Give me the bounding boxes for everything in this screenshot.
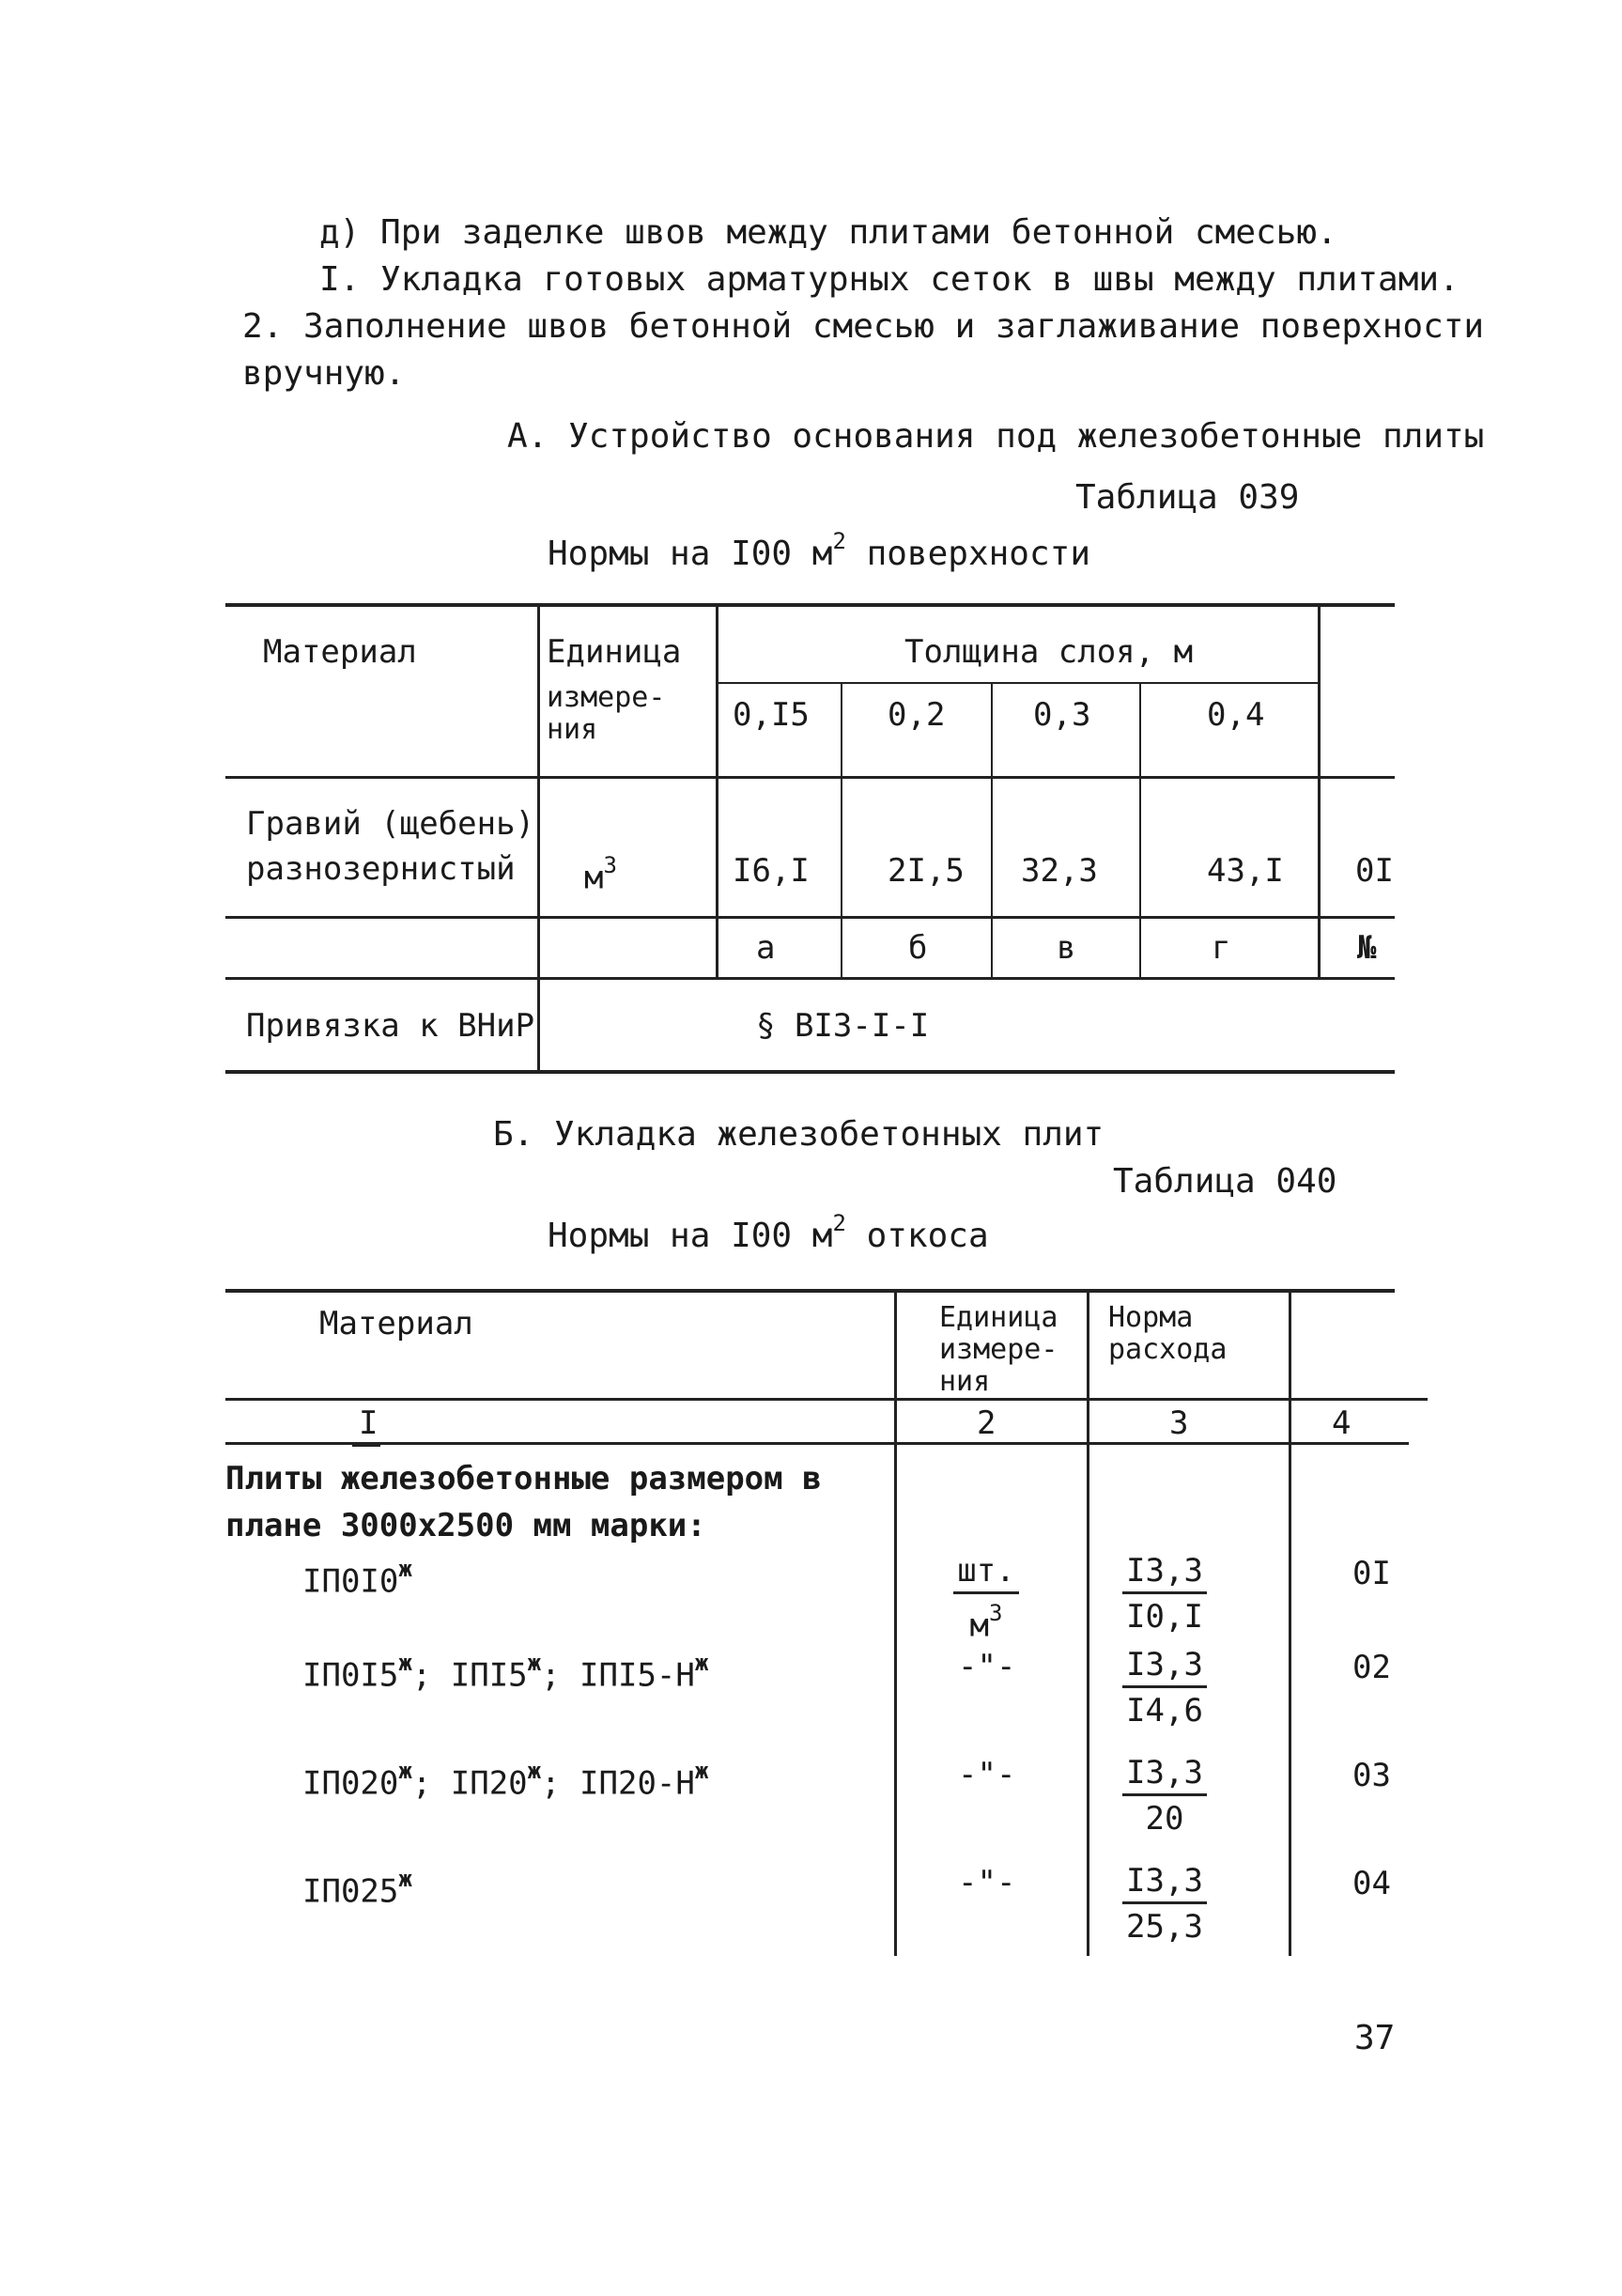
t040-row2-mark-c-sup: ж: [694, 1650, 709, 1676]
t040-row3-mark: [302, 1757, 708, 1801]
t039-value-4: 43,I: [1207, 852, 1284, 890]
t040-col-unit-line1: Единица: [939, 1301, 1058, 1334]
t040-row3-mark-c: ; IП20-Н: [541, 1764, 695, 1803]
t039-row-rule: [225, 916, 1395, 919]
norms-prefix: Нормы на I00 м: [548, 535, 833, 573]
t039-letter-a: а: [756, 929, 776, 967]
t040-row3-norm: [1122, 1754, 1207, 1838]
t039-row-unit: [584, 851, 617, 895]
intro-line-4: вручную.: [242, 354, 406, 393]
t040-row1-norm-num: I3,3: [1122, 1552, 1207, 1594]
t040-row3-mark-b: ; IП20: [411, 1764, 528, 1803]
t039-row-code: 0I: [1355, 852, 1394, 890]
t040-row1-norm-den: I0,I: [1126, 1598, 1203, 1636]
t040-top-rule: [225, 1289, 1395, 1293]
t040-header-rule: [225, 1398, 1428, 1401]
t039-thickness-2: 0,2: [888, 696, 946, 734]
t039-binding-value: § ВI3-I-I: [756, 1007, 930, 1045]
t040-row3-mark-a: IП020: [302, 1764, 399, 1803]
t040-row4-mark-base: IП025: [302, 1872, 399, 1911]
t039-col-thickness: Толщина слоя, м: [904, 633, 1194, 671]
t040-row4-mark-sup: ж: [398, 1866, 412, 1892]
section-a-heading: А. Устройство основания под железобетонные плиты: [507, 417, 1485, 456]
norms-suffix-b: откоса: [866, 1217, 989, 1255]
t039-bottom-rule: [225, 1070, 1395, 1074]
t040-group-line2: плане 3000х2500 мм марки:: [225, 1507, 706, 1544]
t040-numbers-rule: [225, 1442, 1409, 1445]
section-b-heading: Б. Укладка железобетонных плит: [493, 1115, 1105, 1154]
t040-row2-mark-b: ; IПI5: [411, 1656, 528, 1695]
t040-colnum-3: 3: [1169, 1404, 1189, 1442]
t040-row3-code: 03: [1352, 1757, 1391, 1794]
t040-col-divider-2: [1087, 1289, 1089, 1956]
t039-value-3: 32,3: [1021, 852, 1098, 890]
t040-row3-norm-num: I3,3: [1122, 1754, 1207, 1796]
t040-colnum-1: I: [359, 1404, 378, 1442]
t040-row1-mark-sup: ж: [398, 1556, 412, 1582]
t040-col-unit-line3: ния: [939, 1365, 991, 1398]
t040-row2-norm-den: I4,6: [1126, 1692, 1203, 1730]
t039-thickness-rule: [716, 682, 1320, 684]
norms-prefix-b: Нормы на I00 м: [548, 1217, 833, 1255]
t039-letters-rule: [225, 977, 1395, 980]
intro-line-3: 2. Заполнение швов бетонной смесью и заглаживание поверхности: [242, 307, 1485, 346]
t040-row3-mark-c-sup: ж: [694, 1758, 709, 1784]
t040-row2-mark: [302, 1649, 708, 1693]
t040-col-norm-line2: расхода: [1108, 1333, 1228, 1366]
t040-row2-mark-b-sup: ж: [527, 1650, 542, 1676]
page-number: 37: [1354, 2019, 1396, 2057]
table-040-norms: [548, 1208, 989, 1255]
t040-row1-unit-den: м: [969, 1606, 990, 1645]
t040-row2-mark-a: IП0I5: [302, 1656, 399, 1695]
t039-thickness-1: 0,I5: [733, 696, 810, 734]
t039-row-material-line1: Гравий (щебень): [246, 805, 535, 843]
t040-row1-mark: [302, 1555, 412, 1599]
t040-group-line1: Плиты железобетонные размером в: [225, 1460, 822, 1497]
norms-sup: 2: [832, 528, 846, 554]
t039-letter-v: в: [1057, 929, 1076, 967]
t040-col-unit-line2: измере-: [939, 1333, 1058, 1366]
t039-letters-code: №: [1357, 929, 1377, 967]
t039-col-divider-3: [841, 682, 842, 979]
t040-col-divider-3: [1289, 1289, 1291, 1956]
t040-row1-mark-base: IП0I0: [302, 1562, 399, 1601]
t040-row3-unit: -"-: [958, 1756, 1016, 1793]
t040-row4-mark: [302, 1865, 412, 1909]
t039-col-divider-5: [1139, 682, 1141, 979]
t039-col-divider-4: [991, 682, 993, 979]
t039-thickness-4: 0,4: [1207, 696, 1265, 734]
table-039-label: Таблица 039: [1075, 478, 1300, 517]
intro-line-1: д) При заделке швов между плитами бетонной смесью.: [319, 213, 1337, 252]
t039-col-unit-line1: Единица: [547, 633, 682, 671]
intro-line-2: I. Укладка готовых арматурных сеток в швы между плитами.: [319, 260, 1460, 299]
t039-value-1: I6,I: [733, 852, 810, 890]
norms-suffix: поверхности: [866, 535, 1090, 573]
t040-colnum-2: 2: [977, 1404, 996, 1442]
t040-row1-unit: [953, 1552, 1019, 1644]
t040-row3-mark-a-sup: ж: [398, 1758, 412, 1784]
t040-row4-unit: -"-: [958, 1864, 1016, 1901]
t040-row1-unit-num: шт.: [953, 1552, 1019, 1594]
t040-row2-mark-a-sup: ж: [398, 1650, 412, 1676]
t039-row-unit-sup: 3: [603, 852, 617, 878]
t040-col-material: Материал: [319, 1305, 473, 1342]
t040-col-norm-line1: Норма: [1108, 1301, 1194, 1334]
t040-row4-norm-num: I3,3: [1122, 1862, 1207, 1904]
t040-row2-code: 02: [1352, 1649, 1391, 1686]
table-040-label: Таблица 040: [1113, 1162, 1337, 1201]
t039-row-unit-base: м: [584, 859, 604, 897]
table-039-norms: [548, 526, 1090, 573]
t039-letter-g: г: [1212, 929, 1231, 967]
norms-sup-b: 2: [832, 1210, 846, 1236]
t039-col-divider-2: [716, 603, 718, 979]
t040-row4-code: 04: [1352, 1865, 1391, 1902]
t039-col-unit-line3: ния: [547, 713, 598, 746]
t039-binding-label: Привязка к ВНиР: [246, 1007, 535, 1045]
t040-row2-norm-num: I3,3: [1122, 1646, 1207, 1688]
t040-row2-norm: [1122, 1646, 1207, 1730]
t040-col-divider-1: [894, 1289, 897, 1956]
t039-col-divider-1: [537, 603, 540, 1070]
t039-row-material-line2: разнозернистый: [246, 850, 516, 888]
t039-letter-b: б: [908, 929, 928, 967]
t039-value-2: 2I,5: [888, 852, 965, 890]
t039-col-divider-6: [1318, 603, 1321, 979]
t040-row4-norm: [1122, 1862, 1207, 1946]
t040-row4-norm-den: 25,3: [1126, 1908, 1203, 1946]
t039-header-rule: [225, 776, 1395, 779]
t040-colnum-4: 4: [1332, 1404, 1352, 1442]
t039-top-rule: [225, 603, 1395, 607]
t040-row2-mark-c: ; IПI5-Н: [541, 1656, 695, 1695]
t040-colnum-1-underline: [352, 1444, 380, 1447]
t040-row1-unit-den-wrap: [953, 1594, 1019, 1644]
t040-row2-unit: -"-: [958, 1648, 1016, 1685]
t039-col-unit-line2: измере-: [547, 681, 666, 714]
t040-row3-mark-b-sup: ж: [527, 1758, 542, 1784]
t039-col-material: Материал: [263, 633, 417, 671]
t040-row1-unit-den-sup: 3: [989, 1600, 1003, 1626]
t040-row1-code: 0I: [1352, 1555, 1391, 1592]
t040-row3-norm-den: 20: [1145, 1800, 1184, 1838]
t039-thickness-3: 0,3: [1033, 696, 1091, 734]
t040-row1-norm: [1122, 1552, 1207, 1636]
